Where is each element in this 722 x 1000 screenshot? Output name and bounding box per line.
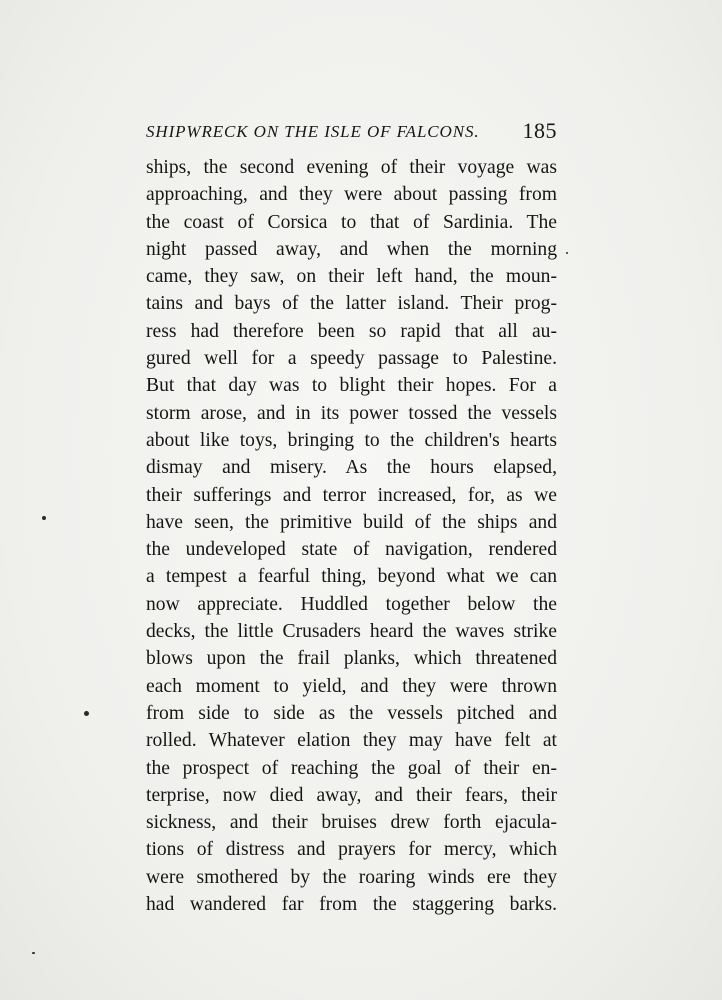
text-line: approaching, and they were about passing from [146,184,557,206]
text-line: about like toys, bringing to the children's hearts [146,429,557,451]
text-line: terprise, now died away, and their fears, their [146,784,557,806]
paper-speck [84,711,89,716]
paper-speck [566,252,568,254]
paper-speck [32,952,35,954]
page-header [146,118,557,144]
text-line: came, they saw, on their left hand, the moun- [146,266,557,288]
text-line: each moment to yield, and they were thrown [146,675,557,697]
text-line: now appreciate. Huddled together below the [146,593,557,615]
text-line: gured well for a speedy passage to Palestine. [146,348,557,370]
page-number: 185 [522,118,557,143]
text-line: But that day was to blight their hopes. For a [146,375,557,397]
text-line: blows upon the frail planks, which threatened [146,648,557,670]
text-line: from side to side as the vessels pitched and [146,702,557,724]
text-line: a tempest a fearful thing, beyond what we can [146,566,557,588]
text-line: tions of distress and prayers for mercy, which [146,839,557,861]
text-line: have seen, the primitive build of the ships and [146,511,557,533]
text-line: sickness, and their bruises drew forth ejacula- [146,812,557,834]
text-line: night passed away, and when the morning [146,238,557,260]
text-line: dismay and misery. As the hours elapsed, [146,457,557,479]
text-line: the undeveloped state of navigation, rendered [146,539,557,561]
running-title: SHIPWRECK ON THE ISLE OF FALCONS. [146,122,480,141]
paper-speck [42,516,46,520]
text-line: their sufferings and terror increased, for, as we [146,484,557,506]
text-line: had wandered far from the staggering barks. [146,894,557,916]
text-line: the prospect of reaching the goal of their en- [146,757,557,779]
text-line: tains and bays of the latter island. Their prog- [146,293,557,315]
text-line: storm arose, and in its power tossed the vessels [146,402,557,424]
text-line: ships, the second evening of their voyage was [146,157,557,178]
text-line: rolled. Whatever elation they may have felt at [146,730,557,752]
body-text [146,154,557,918]
text-line: the coast of Corsica to that of Sardinia. The [146,211,557,233]
text-line: ress had therefore been so rapid that all au- [146,320,557,342]
text-line: were smothered by the roaring winds ere they [146,866,557,888]
text-line: decks, the little Crusaders heard the waves strike [146,621,557,643]
